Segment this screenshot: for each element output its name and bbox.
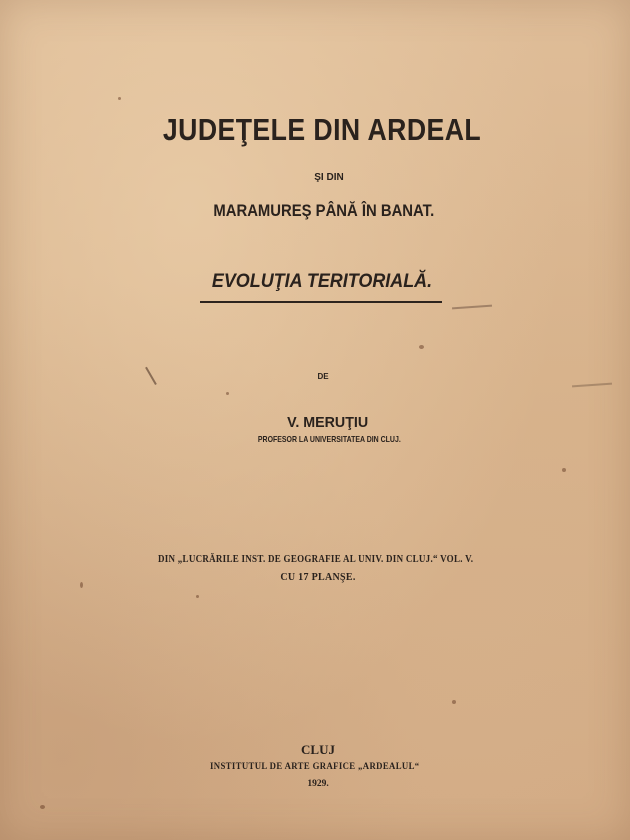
title-conjunction: ŞI DIN: [314, 172, 344, 183]
paper-stain: [226, 392, 229, 395]
by-line: DE: [317, 372, 329, 381]
author-name: V. MERUŢIU: [287, 414, 369, 431]
paper-crease: [452, 305, 492, 309]
paper-stain: [419, 345, 424, 349]
paper-stain: [118, 97, 121, 100]
plates-count: CU 17 PLANŞE.: [280, 572, 356, 583]
publication-year: 1929.: [307, 779, 329, 789]
book-title: JUDEŢELE DIN ARDEAL: [162, 112, 482, 147]
book-subtitle: MARAMUREŞ PÂNĂ ÎN BANAT.: [213, 202, 435, 220]
paper-stain: [196, 595, 199, 598]
paper-stain: [452, 700, 456, 704]
paper-stain: [40, 805, 45, 809]
book-theme-heading: EVOLUŢIA TERITORIALĂ.: [211, 270, 433, 292]
heading-underline: [200, 301, 442, 303]
publication-city: CLUJ: [301, 742, 335, 757]
printer-name: INSTITUTUL DE ARTE GRAFICE „ARDEALUL“: [209, 762, 420, 772]
paper-crease: [572, 383, 612, 387]
author-affiliation: PROFESOR LA UNIVERSITATEA DIN CLUJ.: [257, 434, 401, 444]
series-info: DIN „LUCRĂRILE INST. DE GEOGRAFIE AL UNIV. DIN CLUJ.“ VOL. V.: [157, 554, 474, 565]
paper-stain: [562, 468, 566, 472]
